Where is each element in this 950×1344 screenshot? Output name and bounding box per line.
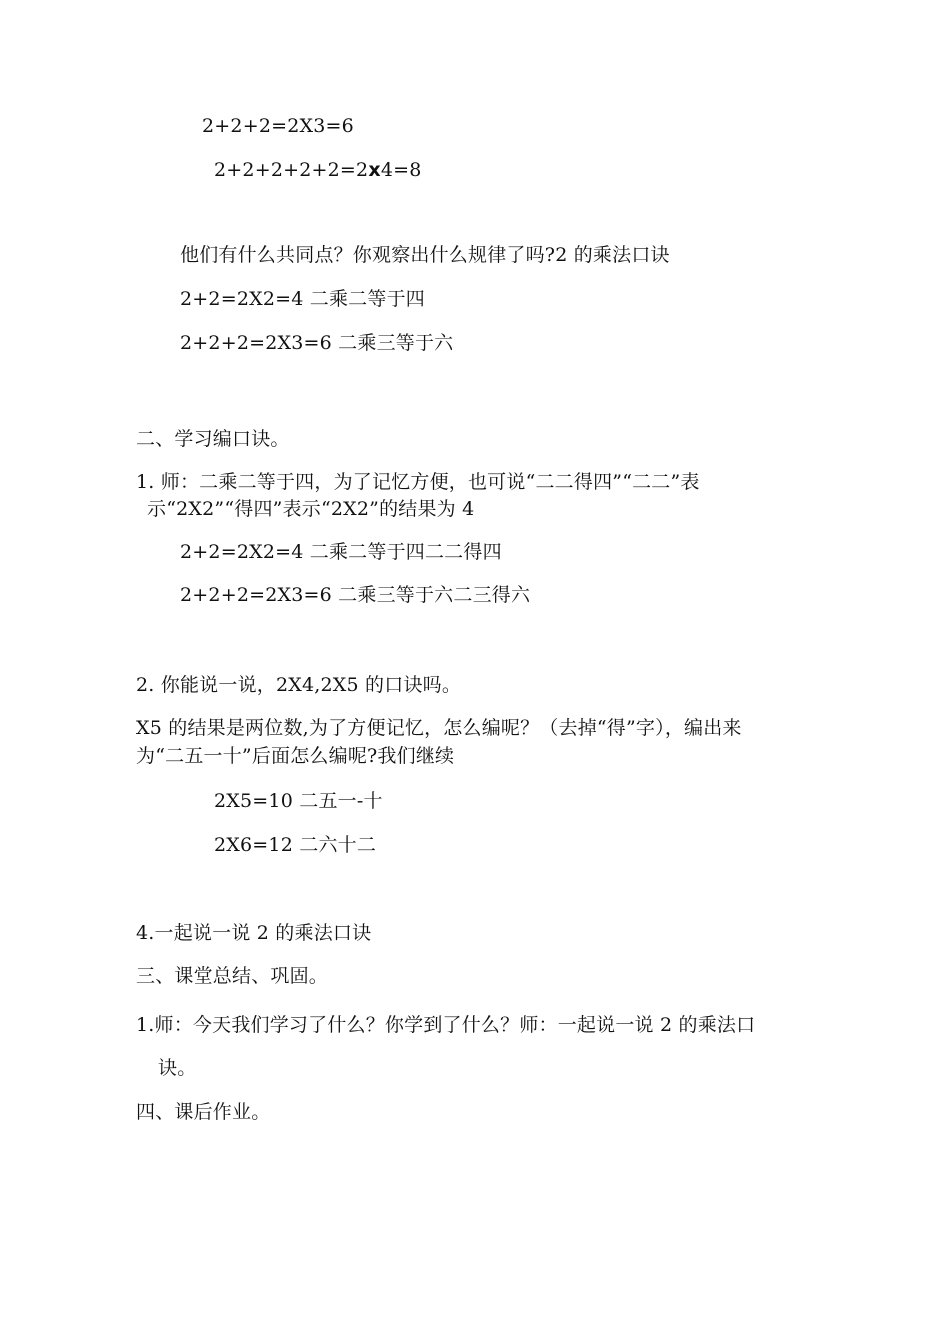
rhyme-line-3: 2X5=10 二五一-十: [214, 790, 383, 812]
equation-line-2: [214, 158, 422, 182]
equation-line-1: 2+2+2=2X3=6: [202, 115, 354, 137]
rhyme-line-1: 2+2=2X2=4 二乘二等于四二二得四: [180, 541, 502, 563]
paragraph-1-line-1: 1. 师：二乘二等于四，为了记忆方便，也可说“二二得四”“二二”表: [136, 471, 700, 493]
section-heading-4: 四、课后作业。: [136, 1101, 271, 1123]
rhyme-line-4: 2X6=12 二六十二: [214, 834, 377, 856]
rhyme-line-2: 2+2+2=2X3=6 二乘三等于六二三得六: [180, 584, 531, 606]
paragraph-2-line-2: 为“二五一十”后面怎么编呢?我们继续: [136, 745, 455, 767]
equation-line-2-left: 2+2+2+2+2=2: [214, 159, 369, 181]
section-heading-3: 三、课堂总结、巩固。: [136, 965, 329, 987]
multiply-sign: x: [368, 159, 381, 181]
item-4-line: 4.一起说一说 2 的乘法口诀: [136, 922, 372, 944]
section-heading-2: 二、学习编口诀。: [136, 428, 290, 450]
paragraph-2-line-1: X5 的结果是两位数,为了方便记忆，怎么编呢？（去掉“得”字），编出来: [136, 717, 742, 739]
summary-line-2: 诀。: [158, 1057, 197, 1079]
rule-line-2: 2+2+2=2X3=6 二乘三等于六: [180, 332, 454, 354]
rule-line-1: 2+2=2X2=4 二乘二等于四: [180, 288, 425, 310]
equation-line-2-right: 4=8: [380, 159, 422, 181]
item-2-line: 2. 你能说一说，2X4,2X5 的口诀吗。: [136, 674, 462, 696]
question-line: 他们有什么共同点？你观察出什么规律了吗?2 的乘法口诀: [180, 244, 670, 266]
summary-line-1: 1.师：今天我们学习了什么？你学到了什么？师：一起说一说 2 的乘法口: [136, 1014, 756, 1036]
paragraph-1-line-2: 示“2X2”“得四”表示“2X2”的结果为 4: [147, 498, 475, 520]
